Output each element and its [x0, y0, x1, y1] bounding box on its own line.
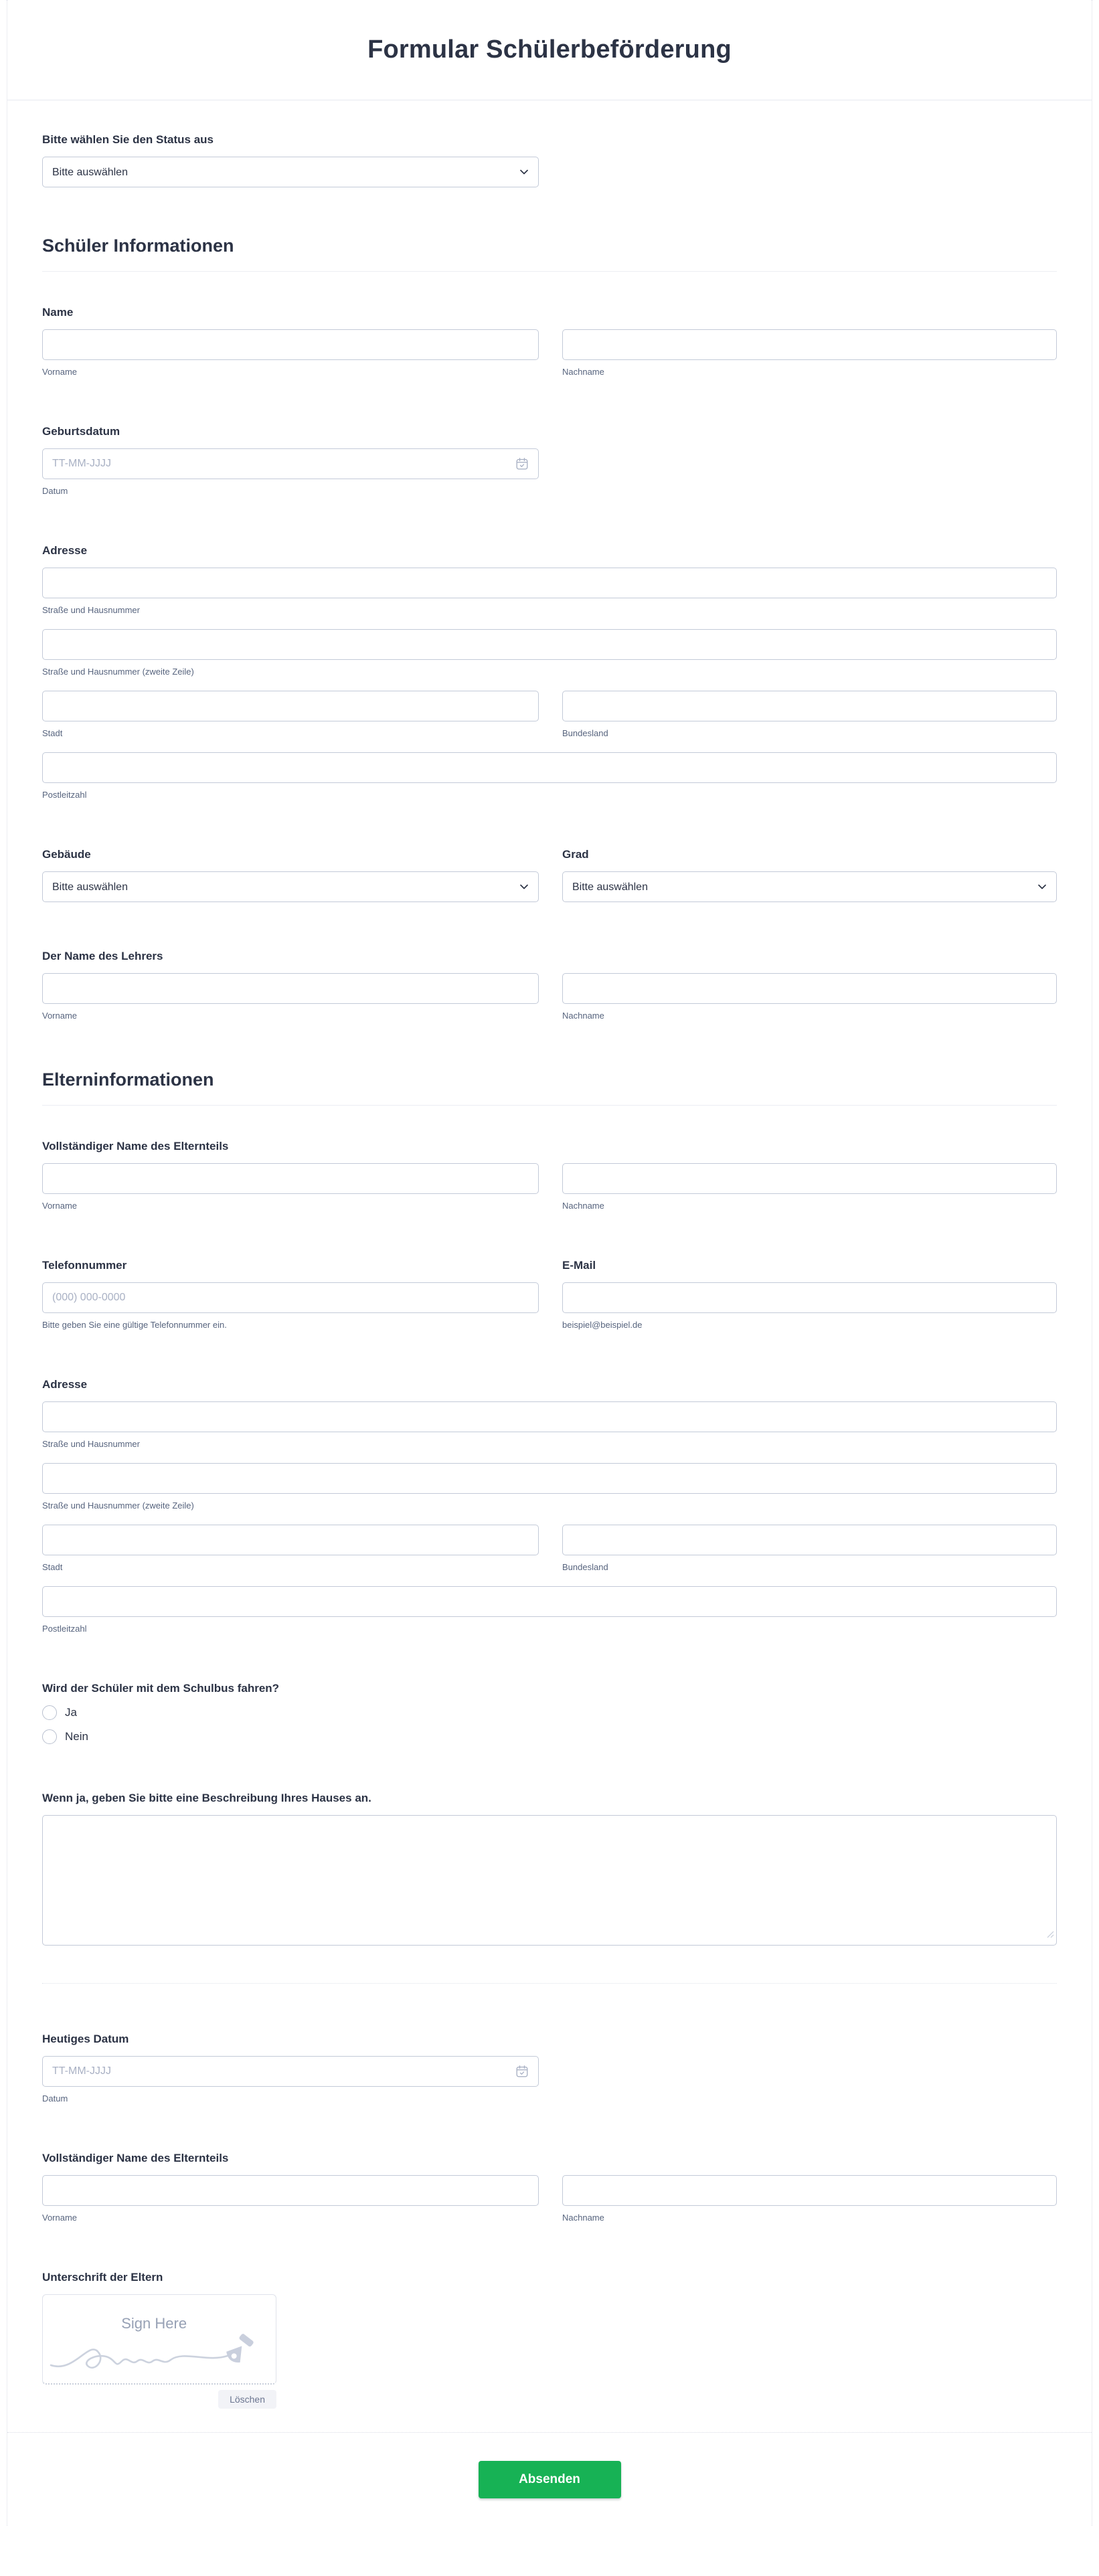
question-birthdate: [42, 424, 1057, 497]
signature-clear-button[interactable]: Löschen: [218, 2390, 276, 2409]
birthdate-label: Geburtsdatum: [42, 425, 120, 438]
birthdate-input[interactable]: [42, 448, 539, 479]
student-last-name-input[interactable]: [562, 329, 1057, 360]
phone-input[interactable]: [42, 1282, 539, 1313]
question-student-name: [42, 305, 1057, 377]
date-sublabel: Datum: [42, 2093, 68, 2103]
question-house-description: [42, 1791, 1057, 1946]
parent-city-input[interactable]: [42, 1525, 539, 1555]
last-name-sublabel: Nachname: [562, 367, 604, 377]
pen-nib-icon: [48, 2324, 269, 2379]
radio-ja[interactable]: [42, 1705, 57, 1720]
street1-sublabel: Straße und Hausnummer: [42, 605, 140, 615]
parent-name-label: Vollständiger Name des Elternteils: [42, 2152, 229, 2164]
parent-last-name-input[interactable]: [562, 1163, 1057, 1194]
parent-zip-input[interactable]: [42, 1586, 1057, 1617]
city-sublabel: Stadt: [42, 1562, 63, 1572]
house-description-label: Wenn ja, geben Sie bitte eine Beschreibung Ihres Hauses an.: [42, 1792, 371, 1804]
parent-state-input[interactable]: [562, 1525, 1057, 1555]
bus-option-ja[interactable]: [42, 1705, 1057, 1720]
section-divider: [42, 1105, 1057, 1106]
form-title: Formular Schülerbeförderung: [367, 35, 732, 64]
student-city-input[interactable]: [42, 691, 539, 721]
bus-option-nein[interactable]: [42, 1729, 1057, 1744]
radio-nein-label: Nein: [65, 1730, 88, 1743]
question-school-bus: [42, 1681, 1057, 1744]
zip-sublabel: Postleitzahl: [42, 790, 87, 800]
section-divider: [42, 1983, 1057, 1984]
zip-sublabel: Postleitzahl: [42, 1624, 87, 1634]
first-name-sublabel: Vorname: [42, 1201, 78, 1211]
first-name-sublabel: Vorname: [42, 367, 78, 377]
student-first-name-input[interactable]: [42, 329, 539, 360]
street2-sublabel: Straße und Hausnummer (zweite Zeile): [42, 667, 194, 677]
status-select[interactable]: [42, 157, 539, 187]
first-name-sublabel: Vorname: [42, 1011, 78, 1021]
house-description-textarea[interactable]: [42, 1815, 1057, 1946]
email-sublabel: beispiel@beispiel.de: [562, 1320, 643, 1330]
street2-sublabel: Straße und Hausnummer (zweite Zeile): [42, 1500, 194, 1511]
question-parent-name-signing: [42, 2151, 1057, 2223]
street1-sublabel: Straße und Hausnummer: [42, 1439, 140, 1449]
question-parent-address: [42, 1377, 1057, 1634]
signature-pad[interactable]: [42, 2294, 276, 2385]
last-name-sublabel: Nachname: [562, 1201, 604, 1211]
status-label: Bitte wählen Sie den Status aus: [42, 133, 214, 146]
parent-street2-input[interactable]: [42, 1463, 1057, 1494]
today-date-label: Heutiges Datum: [42, 2033, 129, 2045]
question-teacher-name: [42, 949, 1057, 1021]
form-body: [7, 100, 1092, 2409]
city-sublabel: Stadt: [42, 728, 63, 738]
date-sublabel: Datum: [42, 486, 68, 496]
building-select[interactable]: [42, 871, 539, 902]
last-name-sublabel: Nachname: [562, 1011, 604, 1021]
student-street1-input[interactable]: [42, 568, 1057, 598]
phone-sublabel: Bitte geben Sie eine gültige Telefonnummer ein.: [42, 1320, 227, 1330]
email-input[interactable]: [562, 1282, 1057, 1313]
question-signature: [42, 2270, 1057, 2409]
grade-label: Grad: [562, 848, 589, 861]
section-heading-parent: Elterninformationen: [42, 1069, 214, 1090]
building-label: Gebäude: [42, 848, 91, 861]
today-date-input[interactable]: [42, 2056, 539, 2087]
submit-button[interactable]: Absenden: [479, 2461, 621, 2498]
last-name-sublabel: Nachname: [562, 2213, 604, 2223]
phone-label: Telefonnummer: [42, 1259, 127, 1272]
section-heading-student: Schüler Informationen: [42, 236, 234, 256]
email-label: E-Mail: [562, 1259, 596, 1272]
parent-name-label: Vollständiger Name des Elternteils: [42, 1140, 229, 1152]
question-building-grade: [42, 847, 1057, 902]
teacher-first-name-input[interactable]: [42, 973, 539, 1004]
student-name-label: Name: [42, 306, 74, 319]
submit-area: [7, 2432, 1092, 2526]
student-street2-input[interactable]: [42, 629, 1057, 660]
form-card: [7, 0, 1092, 2526]
form-header: [7, 0, 1092, 100]
parent-street1-input[interactable]: [42, 1401, 1057, 1432]
radio-ja-label: Ja: [65, 1706, 77, 1719]
question-student-address: [42, 543, 1057, 800]
teacher-last-name-input[interactable]: [562, 973, 1057, 1004]
state-sublabel: Bundesland: [562, 1562, 608, 1572]
parent-first-name-input[interactable]: [42, 1163, 539, 1194]
student-address-label: Adresse: [42, 544, 88, 557]
student-zip-input[interactable]: [42, 752, 1057, 783]
signing-last-name-input[interactable]: [562, 2175, 1057, 2206]
question-status: [42, 133, 1057, 187]
question-parent-name: [42, 1139, 1057, 1211]
signing-first-name-input[interactable]: [42, 2175, 539, 2206]
teacher-name-label: Der Name des Lehrers: [42, 950, 163, 962]
bus-question-label: Wird der Schüler mit dem Schulbus fahren?: [42, 1682, 280, 1695]
first-name-sublabel: Vorname: [42, 2213, 78, 2223]
student-state-input[interactable]: [562, 691, 1057, 721]
section-divider: [42, 271, 1057, 272]
question-today-date: [42, 2032, 1057, 2104]
parent-address-label: Adresse: [42, 1378, 88, 1391]
radio-nein[interactable]: [42, 1729, 57, 1744]
signature-label: Unterschrift der Eltern: [42, 2271, 163, 2284]
sign-here-text: Sign Here: [121, 2315, 187, 2332]
state-sublabel: Bundesland: [562, 728, 608, 738]
question-phone-email: [42, 1258, 1057, 1330]
grade-select[interactable]: [562, 871, 1057, 902]
